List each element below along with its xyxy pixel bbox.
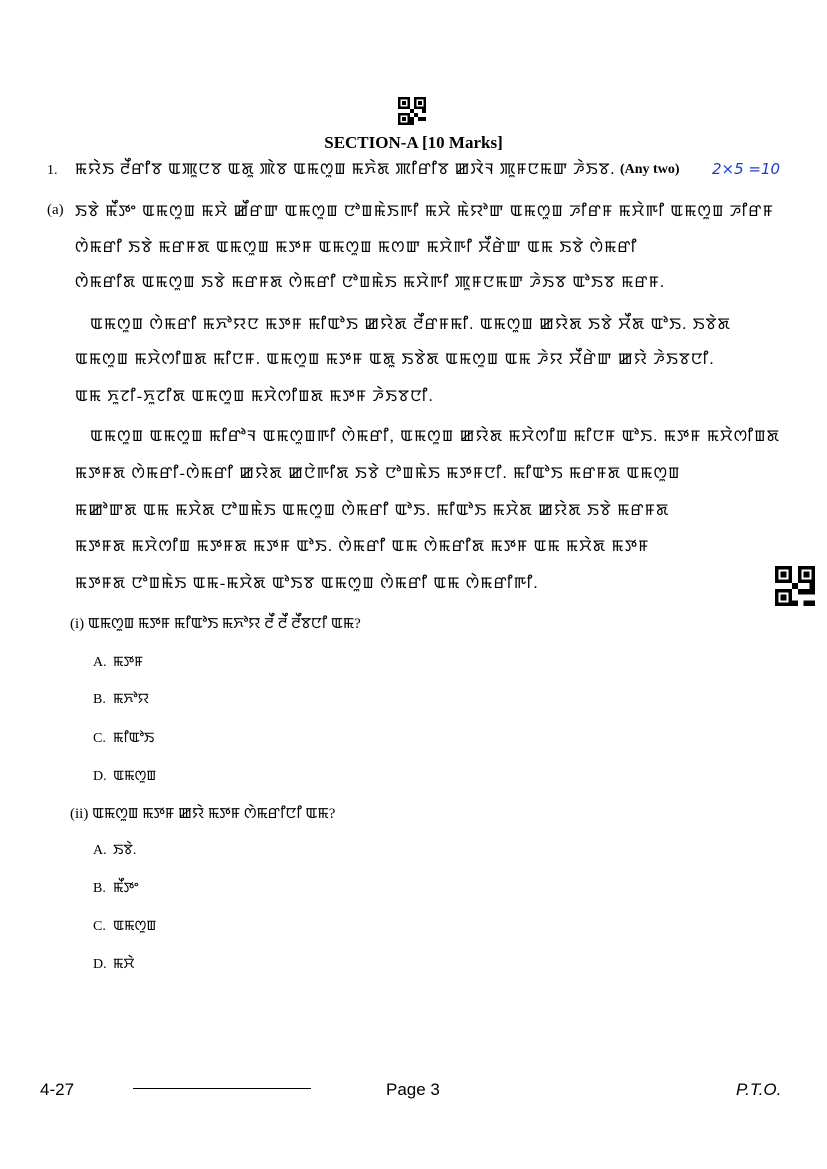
option-text: ꯃꯤꯑꯣꯏ bbox=[113, 731, 155, 746]
passage-line: ꯑꯃꯁꯨꯡ ꯑꯃꯁꯨꯡ ꯃꯤꯔꯣꯜ ꯑꯃꯁꯨꯡꯒꯤ ꯁꯥꯃꯔꯤ, ꯑꯃꯁꯨꯡ ꯀꯌꯥꯗ ꯃꯆꯥꯁꯤꯡ ꯃꯤꯅꯝ ꯑꯣꯏ. ꯃꯇꯝ ꯃꯆꯥꯁꯤꯡꯗ bbox=[90, 428, 781, 445]
option-2c bbox=[93, 916, 156, 935]
option-label: A. bbox=[93, 655, 107, 670]
option-2b bbox=[93, 878, 138, 897]
option-2a bbox=[93, 840, 136, 859]
option-label: D. bbox=[93, 957, 107, 972]
section-title: SECTION-A [10 Marks] bbox=[324, 133, 503, 152]
option-1b bbox=[93, 689, 149, 708]
passage-line: ꯃꯇꯝꯗ ꯃꯆꯥꯁꯤꯡ ꯃꯇꯝꯗ ꯃꯇꯝ ꯑꯣꯏ. ꯁꯥꯃꯔꯤ ꯑꯃ ꯁꯥꯃꯔꯤꯗ ꯃꯇꯝ ꯑꯃ ꯃꯆꯥꯗ ꯃꯇꯝ bbox=[75, 538, 650, 555]
option-label: D. bbox=[93, 769, 107, 784]
option-text: ꯑꯃꯁꯨꯡ bbox=[113, 769, 157, 784]
sub-question-text: ꯑꯃꯁꯨꯡ ꯃꯇꯝ ꯃꯤꯑꯣꯏ ꯃꯈꯣꯌ ꯂꯩ ꯂꯩ ꯂꯩꯕꯅꯤ ꯑꯃ? bbox=[87, 616, 361, 632]
sub-question-1 bbox=[70, 612, 361, 633]
footer-divider bbox=[133, 1088, 311, 1089]
option-label: A. bbox=[93, 843, 107, 858]
option-1d bbox=[93, 766, 156, 785]
question-number: 1. bbox=[47, 163, 58, 178]
option-2d bbox=[93, 954, 134, 973]
passage-line: ꯑꯃ ꯈꯨꯖꯤ-ꯈꯨꯖꯤꯗ ꯑꯃꯁꯨꯡ ꯃꯆꯥꯁꯤꯡꯗ ꯃꯇꯝ ꯍꯥꯏꯕꯅꯤ. bbox=[75, 388, 434, 405]
option-1c bbox=[93, 728, 154, 747]
passage-line: ꯏꯕꯥ ꯃꯩꯇꯦ ꯑꯃꯁꯨꯡ ꯃꯆꯥ ꯀꯩꯔꯛ ꯑꯃꯁꯨꯡ ꯅꯣꯡꯃꯥꯏꯒꯤ ꯃꯆꯥ ꯃꯥꯌꯣꯛ ꯑꯃꯁꯨꯡ ꯍꯤꯔꯝ ꯃꯆꯥꯒꯤ ꯑꯃꯁꯨꯡ ꯍꯤꯔꯝ bbox=[75, 203, 774, 220]
any-two-note: (Any two) bbox=[620, 162, 680, 177]
option-label: B. bbox=[93, 881, 106, 896]
option-label: C. bbox=[93, 731, 106, 746]
qr-code-side bbox=[775, 566, 815, 606]
option-text: ꯃꯈꯣꯌ bbox=[113, 692, 150, 707]
passage-line: ꯁꯥꯃꯔꯤ ꯏꯕꯥ ꯃꯔꯝꯗ ꯑꯃꯁꯨꯡ ꯃꯇꯝ ꯑꯃꯁꯨꯡ ꯃꯁꯛ ꯃꯆꯥꯒꯤ ꯆꯩꯔꯥꯛ ꯑꯃ ꯏꯕꯥ ꯁꯥꯃꯔꯤ bbox=[75, 239, 638, 256]
option-label: C. bbox=[93, 919, 106, 934]
option-text: ꯏꯕꯥ. bbox=[113, 843, 137, 858]
passage-label: (a) bbox=[47, 202, 64, 218]
page-number: Page 3 bbox=[386, 1080, 440, 1099]
passage-line: ꯃꯀꯣꯛꯗ ꯑꯃ ꯃꯆꯥꯗ ꯅꯣꯡꯃꯥꯏ ꯑꯃꯁꯨꯡ ꯁꯥꯃꯔꯤ ꯑꯣꯏ. ꯃꯤꯑꯣꯏ ꯃꯆꯥꯗ ꯀꯌꯥꯗ ꯏꯕꯥ ꯃꯔꯝꯗ bbox=[75, 502, 670, 519]
option-text: ꯃꯆꯥ bbox=[113, 957, 135, 972]
question-text: ꯃꯌꯥꯏ ꯂꯩꯔꯤꯕ ꯑꯄꯨꯅꯕ ꯑꯗꯨ ꯄꯥꯕ ꯑꯃꯁꯨꯡ ꯃꯈꯥꯗ ꯄꯤꯔꯤꯕ ꯀꯋꯥꯜ ꯄꯨꯝꯅꯃꯛ ꯍꯥꯏꯕ. bbox=[75, 161, 616, 178]
option-text: ꯃꯇꯝ bbox=[113, 655, 144, 670]
qr-code-top bbox=[398, 97, 426, 125]
pto-label: P.T.O. bbox=[736, 1080, 782, 1099]
sub-question-label: (i) bbox=[70, 616, 85, 632]
passage-line: ꯑꯃꯁꯨꯡ ꯁꯥꯃꯔꯤ ꯃꯈꯣꯌꯅ ꯃꯇꯝ ꯃꯤꯑꯣꯏ ꯀꯌꯥꯗ ꯂꯩꯔꯝꯃꯤ. ꯑꯃꯁꯨꯡ ꯀꯌꯥꯗ ꯏꯕꯥ ꯆꯩꯗ ꯑꯣꯏ. ꯏꯕꯥꯗ bbox=[90, 316, 732, 333]
passage-line: ꯁꯥꯃꯔꯤꯗ ꯑꯃꯁꯨꯡ ꯏꯕꯥ ꯃꯔꯝꯗ ꯁꯥꯃꯔꯤ ꯅꯣꯡꯃꯥꯏ ꯃꯆꯥꯒꯤ ꯄꯨꯝꯅꯃꯛ ꯍꯥꯏꯕ ꯑꯣꯏꯕ ꯃꯔꯝ. bbox=[75, 274, 666, 291]
sub-question-label: (ii) bbox=[70, 806, 89, 822]
option-text: ꯑꯃꯁꯨꯡ bbox=[113, 919, 157, 934]
paper-code: 4-27 bbox=[40, 1080, 75, 1099]
sub-question-text: ꯑꯃꯁꯨꯡ ꯃꯇꯝ ꯀꯌꯥ ꯃꯇꯝ ꯁꯥꯃꯔꯤꯅꯤ ꯑꯃ? bbox=[92, 806, 336, 822]
option-label: B. bbox=[93, 692, 106, 707]
sub-question-2 bbox=[70, 802, 335, 823]
option-text: ꯃꯩꯇꯦ bbox=[113, 881, 139, 896]
passage-line: ꯃꯇꯝꯗ ꯅꯣꯡꯃꯥꯏ ꯑꯃ-ꯃꯆꯥꯗ ꯑꯣꯏꯕ ꯑꯃꯁꯨꯡ ꯁꯥꯃꯔꯤ ꯑꯃ ꯁꯥꯃꯔꯤꯒꯤ. bbox=[75, 575, 539, 592]
handwritten-marks-note: 2×5 =10 bbox=[712, 160, 781, 178]
passage-line: ꯑꯃꯁꯨꯡ ꯃꯆꯥꯁꯤꯡꯗ ꯃꯤꯅꯝ. ꯑꯃꯁꯨꯡ ꯃꯇꯝ ꯑꯗꯨ ꯏꯕꯥꯗ ꯑꯃꯁꯨꯡ ꯑꯃ ꯍꯥꯌ ꯆꯩꯔꯥꯛ ꯀꯌꯥ ꯍꯥꯏꯕꯅꯤ. bbox=[75, 351, 715, 368]
passage-line: ꯃꯇꯝꯗ ꯁꯥꯃꯔꯤ-ꯁꯥꯃꯔꯤ ꯀꯌꯥꯗ ꯀꯅꯥꯒꯤꯗ ꯏꯕꯥ ꯅꯣꯡꯃꯥꯏ ꯃꯇꯝꯅꯤ. ꯃꯤꯑꯣꯏ ꯃꯔꯝꯗ ꯑꯃꯁꯨꯡ bbox=[75, 465, 681, 482]
option-1a bbox=[93, 652, 143, 671]
